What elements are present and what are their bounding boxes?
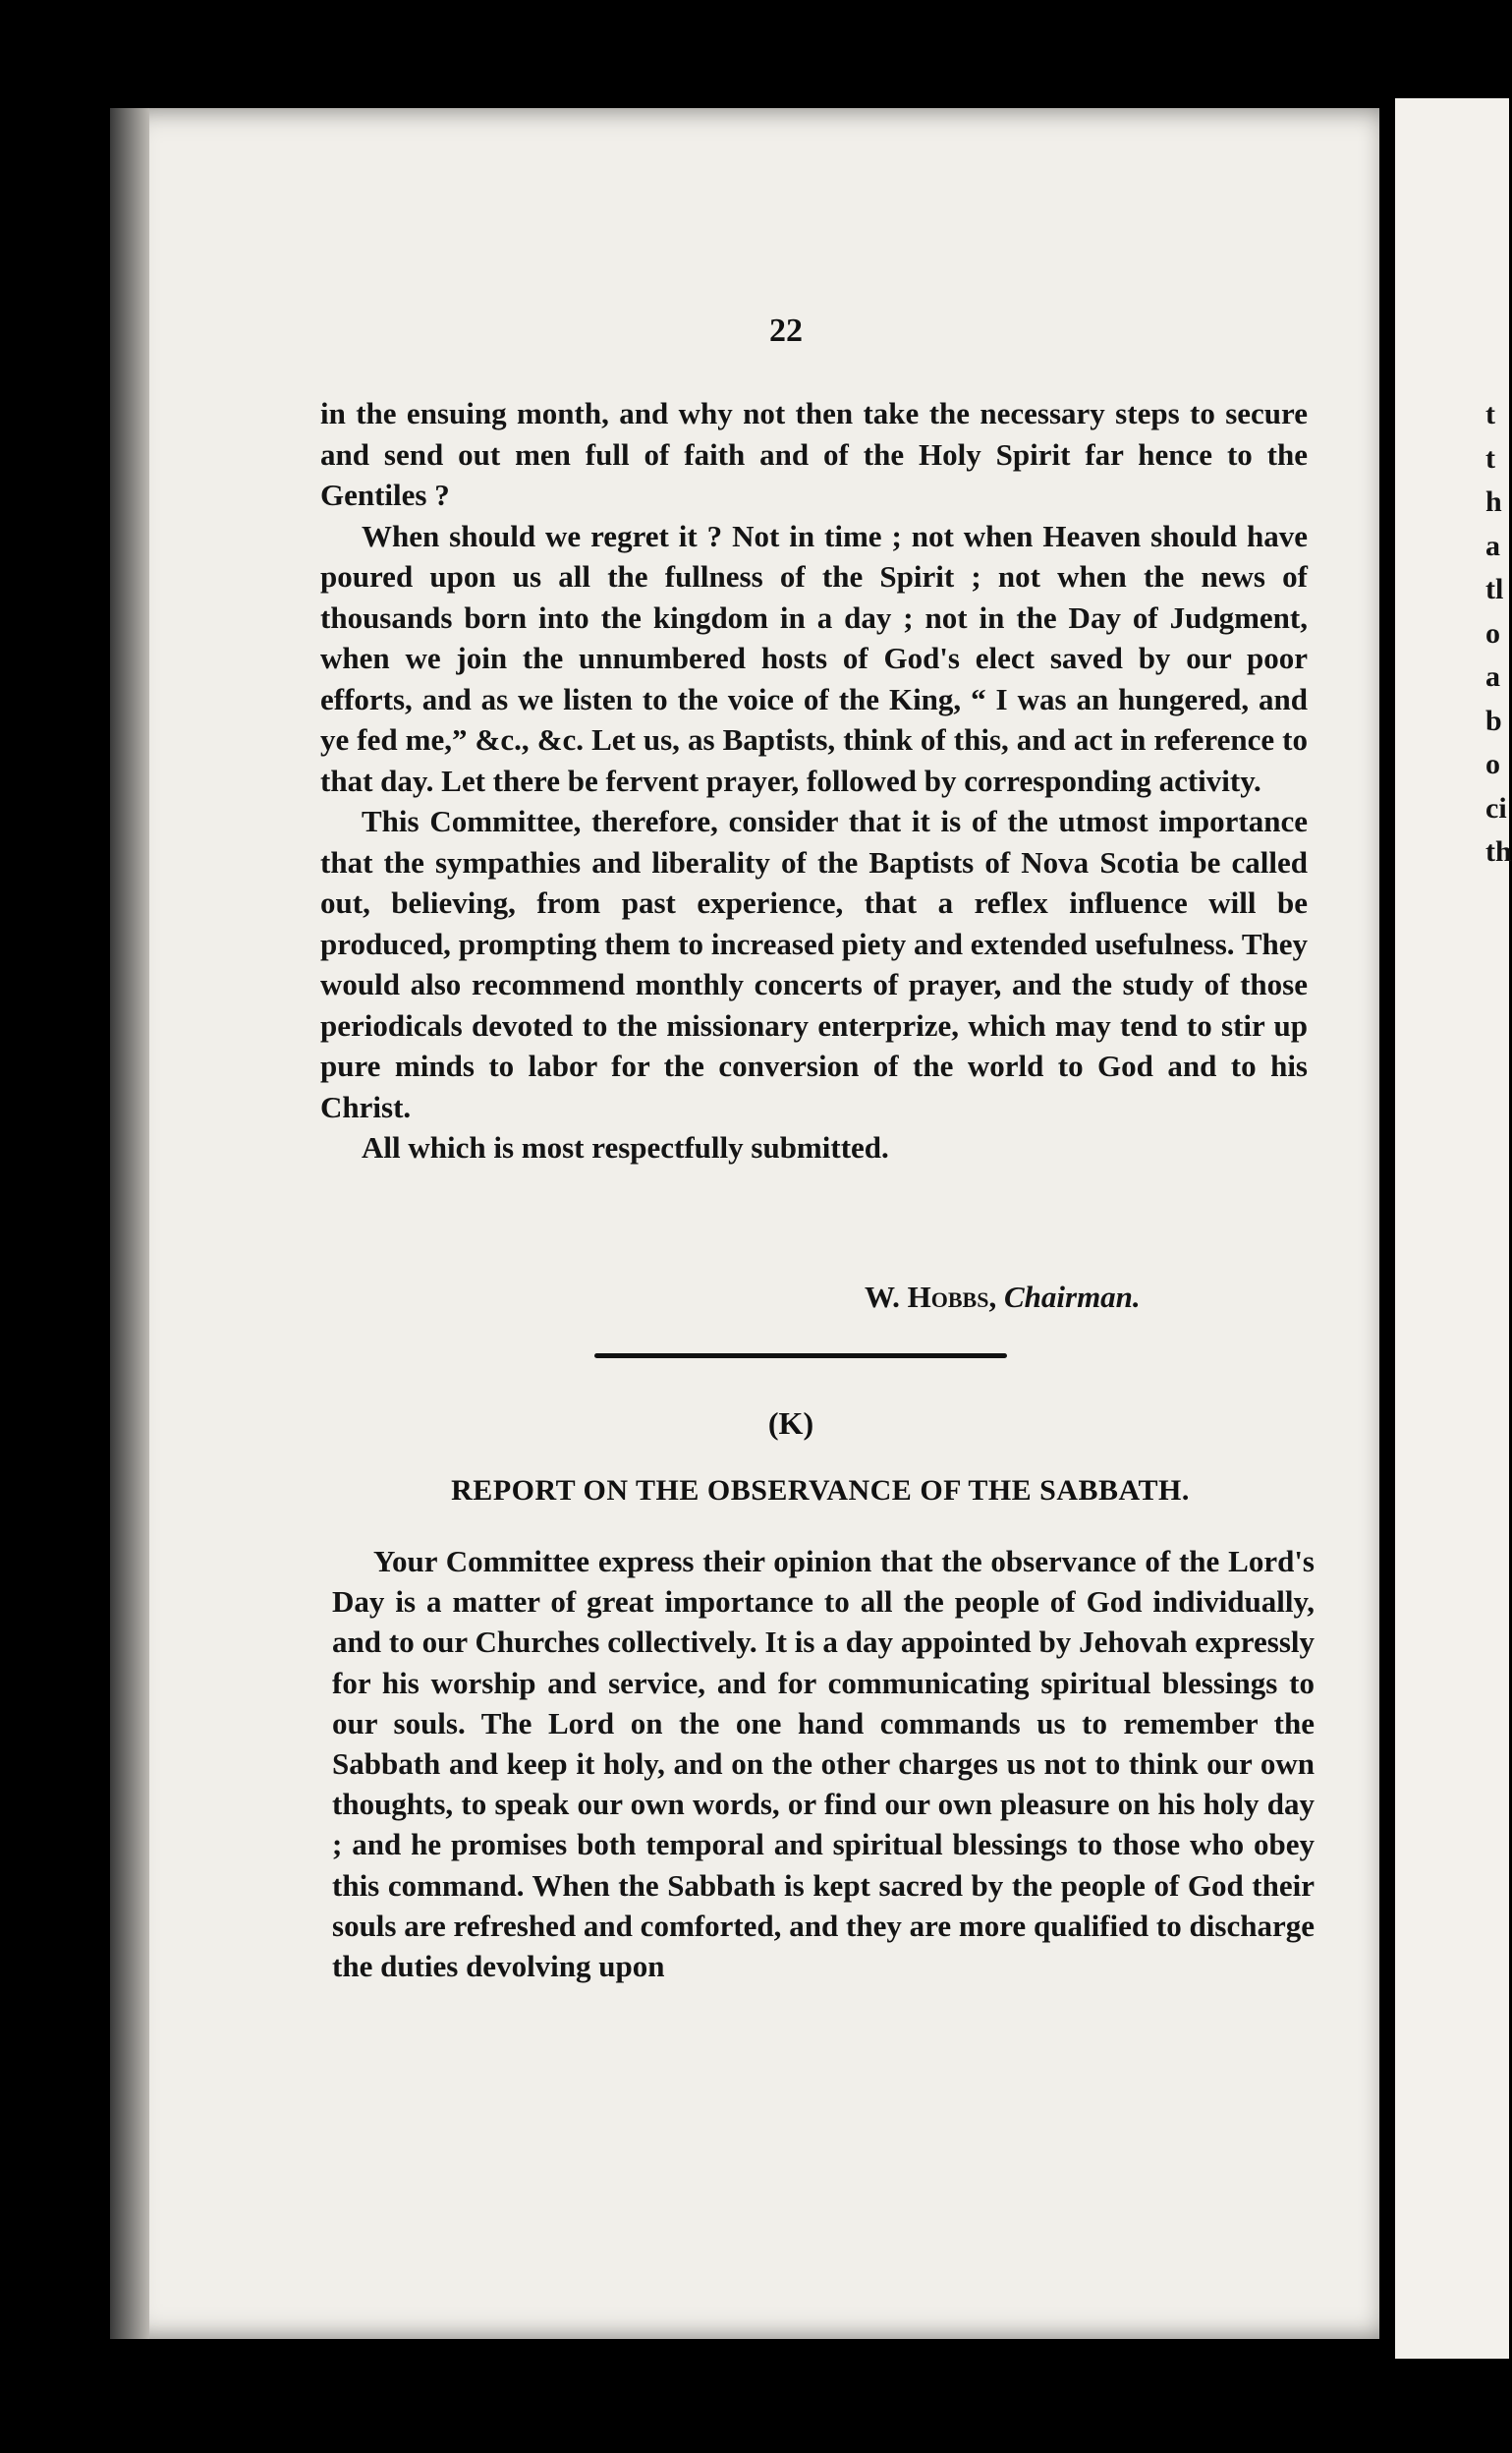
page-fold <box>1379 98 1395 2359</box>
fragment: ci <box>1485 791 1507 825</box>
fragment: t <box>1485 398 1495 430</box>
fragment: b <box>1485 704 1502 737</box>
paragraph: Your Committee express their opinion that the observance of the Lord's Day is a matter of great importance to all the people of God individually, and to our Churches collectively. It is a day appointed by Jehovah expressly for his worship and service, and for communicating spiritual blessings to our souls. The Lord on the one hand commands us to remember the Sabbath and keep it holy, and on the other charges us not to think our own thoughts, to speak our own words, or find our own pleasure on his holy day ; and he promises both temporal and spiritual blessings to those who obey this command. When the Sabbath is kept sacred by the people of God their souls are refreshed and comforted, and they are more qualified to discharge the duties devolving upon <box>332 1544 1315 1984</box>
fragment: t <box>1485 441 1495 475</box>
signatory-title: Chairman. <box>1003 1280 1141 1314</box>
page-number: 22 <box>769 313 803 349</box>
section-letter: (K) <box>767 1405 814 1441</box>
section-title: REPORT ON THE OBSERVANCE OF THE SABBATH. <box>451 1474 1190 1507</box>
paragraph: This Committee, therefore, consider that it is of the utmost importance that the sympathies and liberality of the Baptists of Nova Scotia be called out, believing, from past experience, that a reflex influence will be produced, prompting them to increased piety and extended usefulness. They would also recommend monthly concerts of prayer, and the study of those periodicals devoted to the missionary enterprize, which may tend to stir up pure minds to labor for the conversion of the world to God and to his Christ. <box>320 804 1308 1124</box>
fragment: th <box>1485 835 1512 868</box>
closing-line: All which is most respectfully submitted. <box>362 1130 889 1165</box>
fragment: tl <box>1485 573 1504 605</box>
fragment: o <box>1485 616 1500 650</box>
facing-page-text <box>1485 393 1512 875</box>
signature <box>865 1280 1141 1315</box>
fragment: a <box>1485 660 1500 693</box>
paragraph: in the ensuing month, and why not then take the necessary steps to secure and send out men full of faith and of the Holy Spirit far hence to the Gentiles ? <box>320 396 1308 512</box>
report-body-continued <box>320 393 1308 1169</box>
page-gutter <box>110 108 149 2339</box>
fragment: o <box>1485 748 1500 780</box>
signatory-name: W. Hobbs, <box>865 1280 997 1314</box>
section-divider <box>594 1353 1007 1358</box>
sabbath-report-body <box>332 1541 1315 1986</box>
fragment: h <box>1485 485 1502 518</box>
fragment: a <box>1485 529 1500 562</box>
paragraph: When should we regret it ? Not in time ; not when Heaven should have poured upon us all the fullness of the Spirit ; not when the news of thousands born into the kingdom in a day ; not in the Day of Judgment, when we join the unnumbered hosts of God's elect saved by our poor efforts, and as we listen to the voice of the King, “ I was an hungered, and ye fed me,” &c., &c. Let us, as Baptists, think of this, and act in reference to that day. Let there be fervent prayer, followed by corresponding activity. <box>320 518 1308 798</box>
